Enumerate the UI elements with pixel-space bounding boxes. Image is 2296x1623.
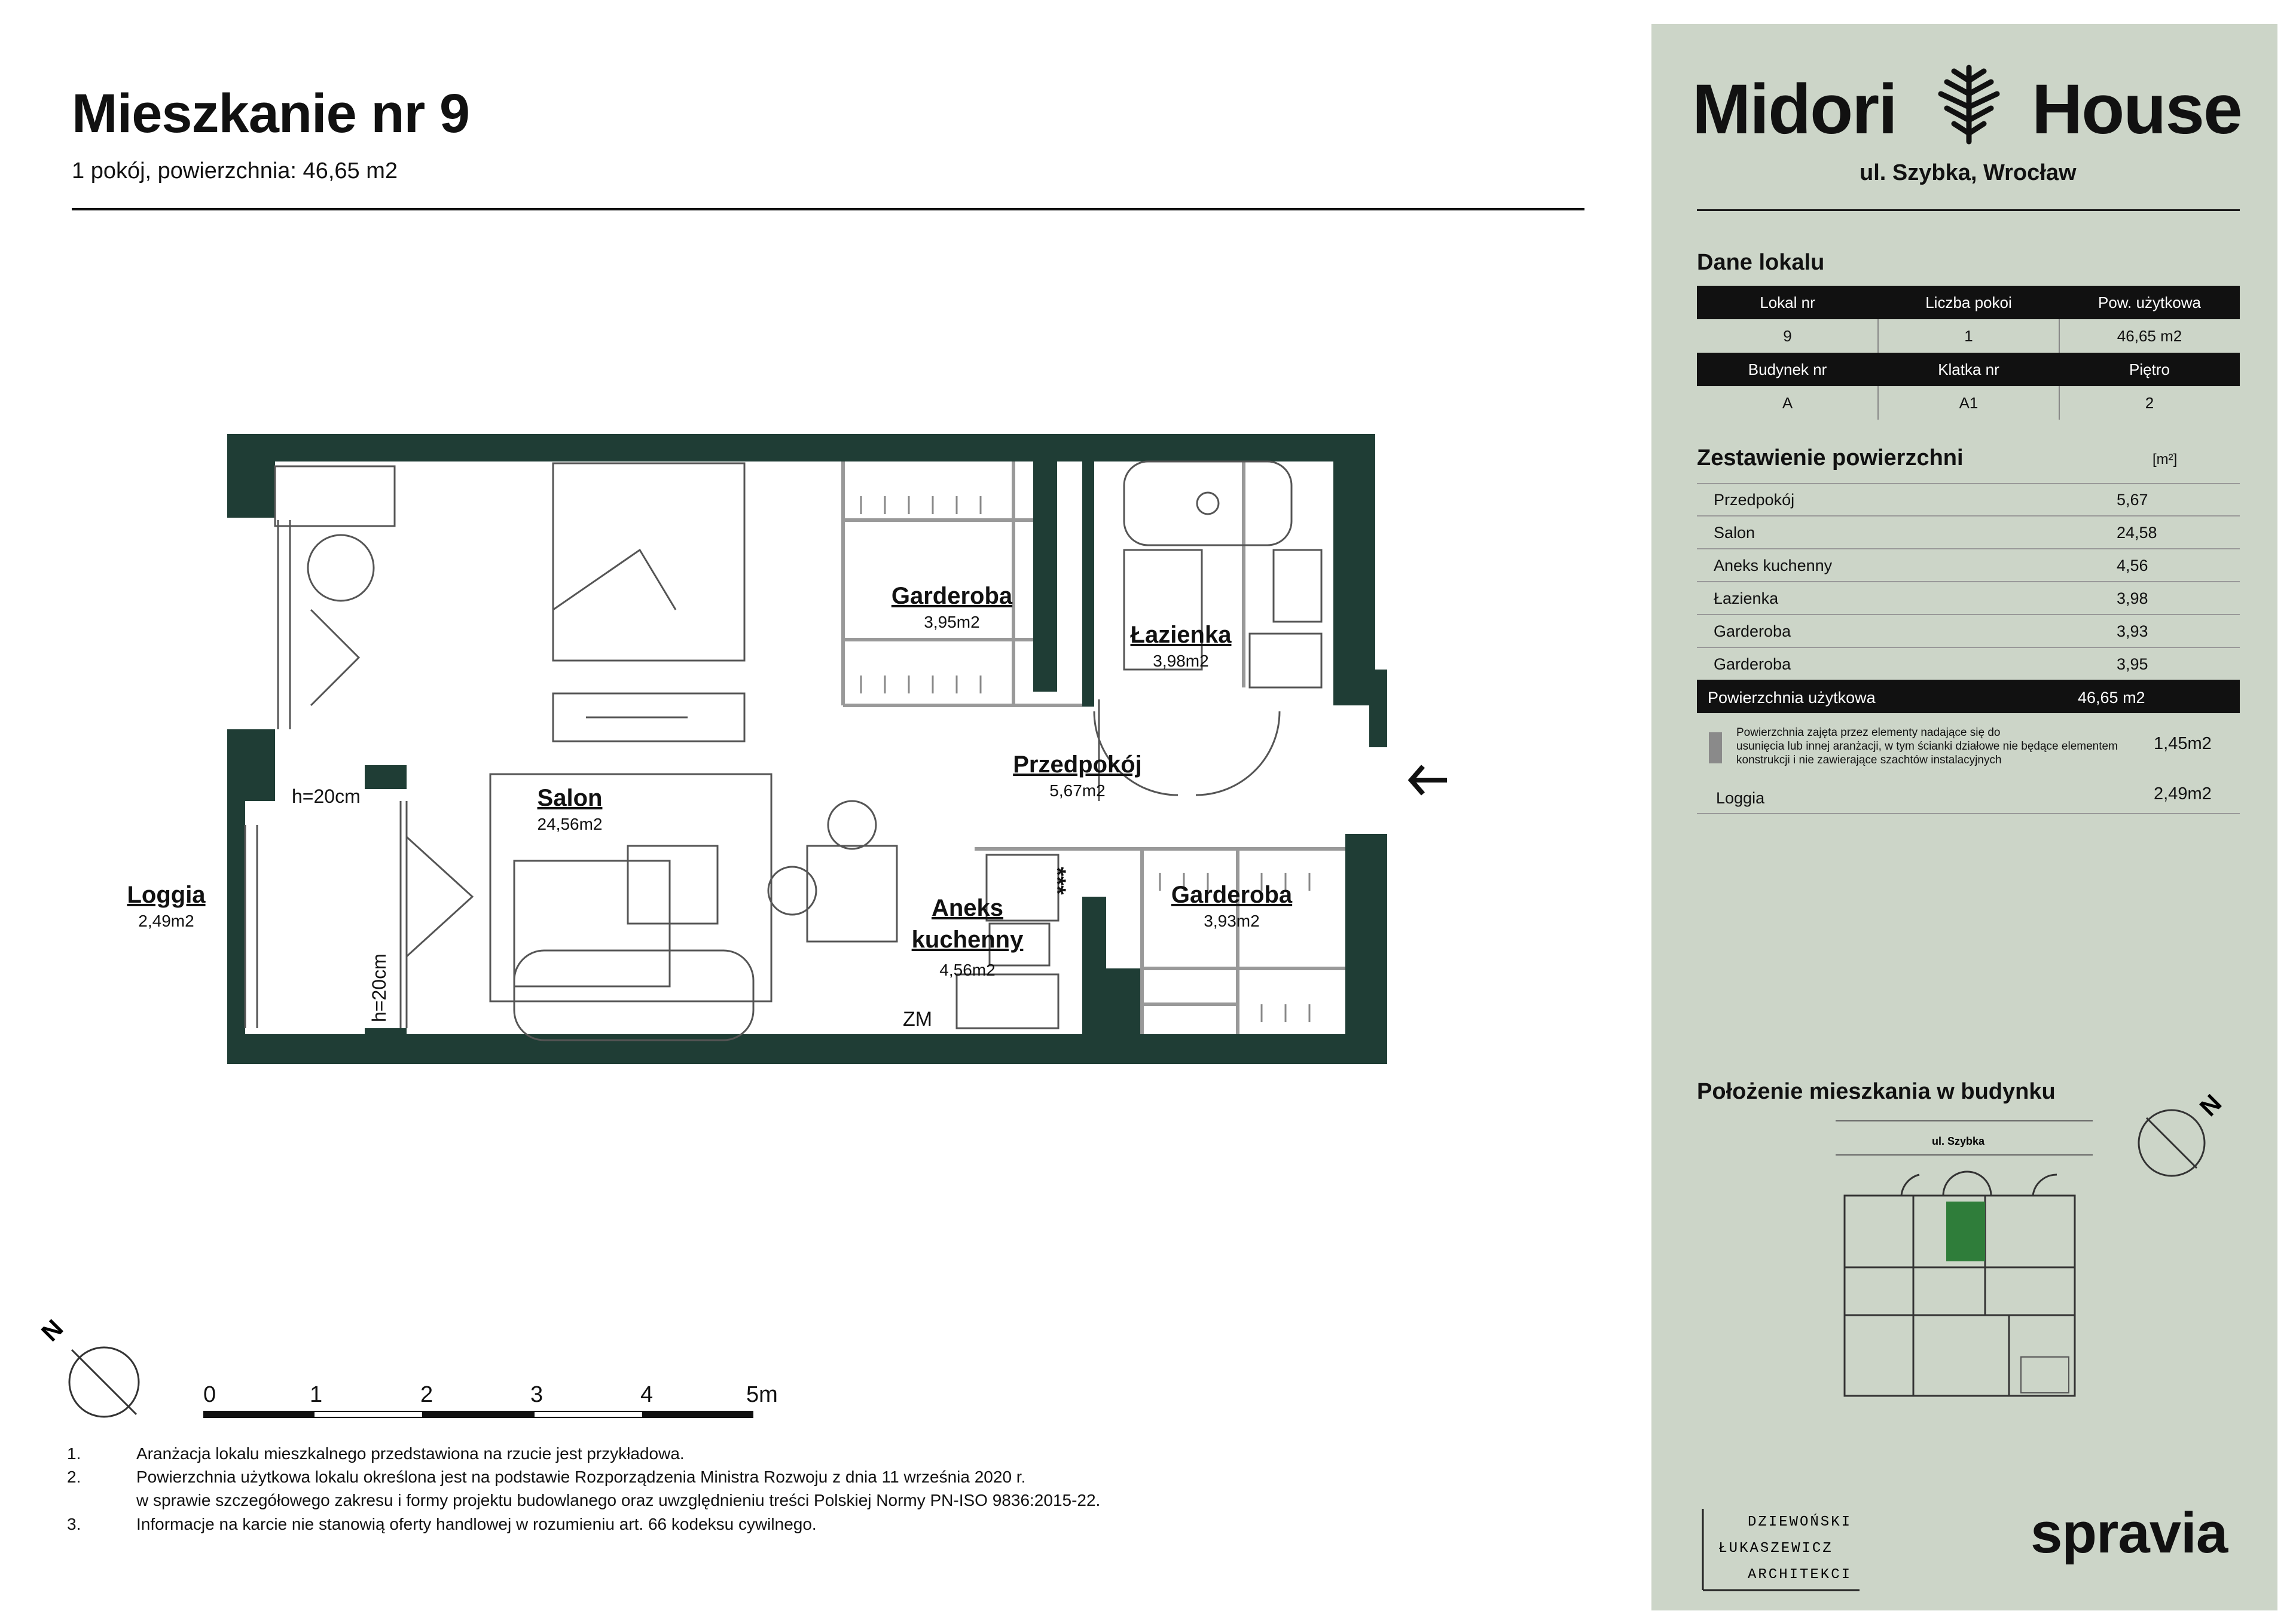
room-aneks-name-2: kuchenny <box>911 927 1024 953</box>
apartment-highlight <box>1946 1202 1985 1261</box>
page-subtitle: 1 pokój, powierzchnia: 46,65 m2 <box>72 158 398 184</box>
note-line: Powierzchnia zajęta przez elementy nadające się do <box>1736 726 2001 739</box>
room-loggia-name: Loggia <box>127 882 206 908</box>
section-title-zestawienie: Zestawienie powierzchni <box>1697 445 1964 470</box>
room-salon-area: 24,56m2 <box>537 815 603 833</box>
table-header: Lokal nr <box>1697 286 1878 319</box>
area-row-label: Przedpokój <box>1714 491 1795 509</box>
area-row-value: 3,98 <box>2117 589 2148 607</box>
arch-line-2: ŁUKASZEWICZ <box>1718 1541 1833 1557</box>
area-row-value: 24,58 <box>2117 524 2157 542</box>
table-cell: 1 <box>1964 327 1973 345</box>
room-garderoba-top-area: 3,95m2 <box>924 613 980 631</box>
area-row-value: 3,93 <box>2117 622 2148 640</box>
scale-tick: 1 <box>310 1382 323 1407</box>
loggia-value: 2,49m2 <box>2154 784 2212 803</box>
unit-label: [m²] <box>2152 451 2178 467</box>
compass-icon <box>2135 1076 2230 1184</box>
footnote-num: 1. <box>67 1444 81 1463</box>
room-salon-name: Salon <box>537 785 603 811</box>
scale-tick: 3 <box>530 1382 544 1407</box>
table-header: Pow. użytkowa <box>2059 286 2240 319</box>
street-label: ul. Szybka <box>1931 1135 1985 1147</box>
room-garderoba-top-name: Garderoba <box>891 583 1013 609</box>
total-area-label: Powierzchnia użytkowa <box>1708 689 1876 707</box>
room-garderoba-bottom-area: 3,93m2 <box>1204 912 1260 930</box>
leaf-logo-icon <box>1930 63 2008 146</box>
page-title: Mieszkanie nr 9 <box>72 83 470 144</box>
area-row-label: Łazienka <box>1714 589 1779 607</box>
brand-name-left: Midori <box>1692 70 1897 149</box>
table-header: Piętro <box>2059 353 2240 386</box>
footnote-text: w sprawie szczegółowego zakresu i formy projektu budowlanego oraz uwzględnieniu treści Polskiej Normy PN-ISO 9836:2015-22. <box>136 1491 1101 1509</box>
header-divider <box>72 208 1584 210</box>
table-cell: 9 <box>1783 327 1792 345</box>
area-row-label: Salon <box>1714 524 1755 542</box>
room-lazienka-name: Łazienka <box>1130 622 1232 648</box>
footnote-num: 3. <box>67 1515 81 1533</box>
compass-icon <box>30 1309 149 1429</box>
note-line: usunięcia lub innej aranżacji, w tym ścianki działowe nie będące elementem <box>1736 740 2118 753</box>
loggia-label: Loggia <box>1716 789 1765 807</box>
section-title-polozenie: Położenie mieszkania w budynku <box>1697 1079 2056 1104</box>
room-aneks-name-1: Aneks <box>931 895 1004 921</box>
vent-mark: *** <box>1044 867 1070 895</box>
area-row-value: 5,67 <box>2117 491 2148 509</box>
table-header: Klatka nr <box>1878 353 2059 386</box>
scale-tick: 0 <box>203 1382 216 1407</box>
room-loggia-area: 2,49m2 <box>138 912 194 930</box>
room-aneks-area: 4,56m2 <box>939 961 996 979</box>
area-row-label: Aneks kuchenny <box>1714 557 1833 574</box>
svg-text:N: N <box>2194 1089 2227 1122</box>
area-row-label: Garderoba <box>1714 655 1791 673</box>
table-header: Liczba pokoi <box>1878 286 2059 319</box>
brand-name-right: House <box>2032 70 2242 149</box>
table-cell: A <box>1782 394 1793 412</box>
floor-plan <box>127 430 1417 1112</box>
table-cell: A1 <box>1959 394 1979 412</box>
room-przedpokoj-name: Przedpokój <box>1013 751 1142 778</box>
footnote-num: 2. <box>67 1468 81 1486</box>
building-address: ul. Szybka, Wrocław <box>1860 160 2077 185</box>
architect-logo <box>1698 1500 1866 1599</box>
h-label-side: h=20cm <box>368 953 390 1022</box>
table-header: Budynek nr <box>1697 353 1878 386</box>
brand-divider <box>1697 209 2240 211</box>
footnote-text: Powierzchnia użytkowa lokalu określona jest na podstawie Rozporządzenia Ministra Rozwoju z dnia 11 września 2020 r. <box>136 1468 1026 1486</box>
furniture <box>245 461 1321 1040</box>
area-row-value: 4,56 <box>2117 557 2148 574</box>
scale-labels <box>203 1382 801 1412</box>
svg-text:N: N <box>35 1314 69 1347</box>
table-cell: 2 <box>2145 394 2154 412</box>
footnote-text: Aranżacja lokalu mieszkalnego przedstawiona na rzucie jest przykładowa. <box>136 1444 685 1463</box>
developer-logo: spravia <box>2031 1501 2228 1565</box>
total-area-value: 46,65 m2 <box>2078 689 2145 707</box>
section-title-dane-lokalu: Dane lokalu <box>1697 250 1825 275</box>
scale-tick: 5m <box>746 1382 778 1407</box>
room-przedpokoj-area: 5,67m2 <box>1049 781 1106 800</box>
building-location-plan <box>1830 1118 2105 1405</box>
note-value: 1,45m2 <box>2154 734 2212 753</box>
footnote-text: Informacje na karcie nie stanowią oferty handlowej w rozumieniu art. 66 kodeksu cywilnego. <box>136 1515 817 1533</box>
area-row-label: Garderoba <box>1714 622 1791 640</box>
entrance-arrow-icon <box>1411 766 1447 794</box>
note-swatch <box>1709 732 1722 763</box>
note-line: konstrukcji i nie zawierające szachtów instalacyjnych <box>1736 754 2002 766</box>
scale-tick: 4 <box>640 1382 654 1407</box>
table-cell: 46,65 m2 <box>2117 327 2182 345</box>
room-garderoba-bottom-name: Garderoba <box>1171 882 1293 908</box>
h-label-top: h=20cm <box>292 785 361 807</box>
arch-line-3: ARCHITEKCI <box>1747 1567 1852 1583</box>
room-lazienka-area: 3,98m2 <box>1153 652 1209 670</box>
area-row-value: 3,95 <box>2117 655 2148 673</box>
arch-line-1: DZIEWOŃSKI <box>1747 1514 1852 1530</box>
scale-tick: 2 <box>420 1382 433 1407</box>
zm-label: ZM <box>903 1008 933 1031</box>
